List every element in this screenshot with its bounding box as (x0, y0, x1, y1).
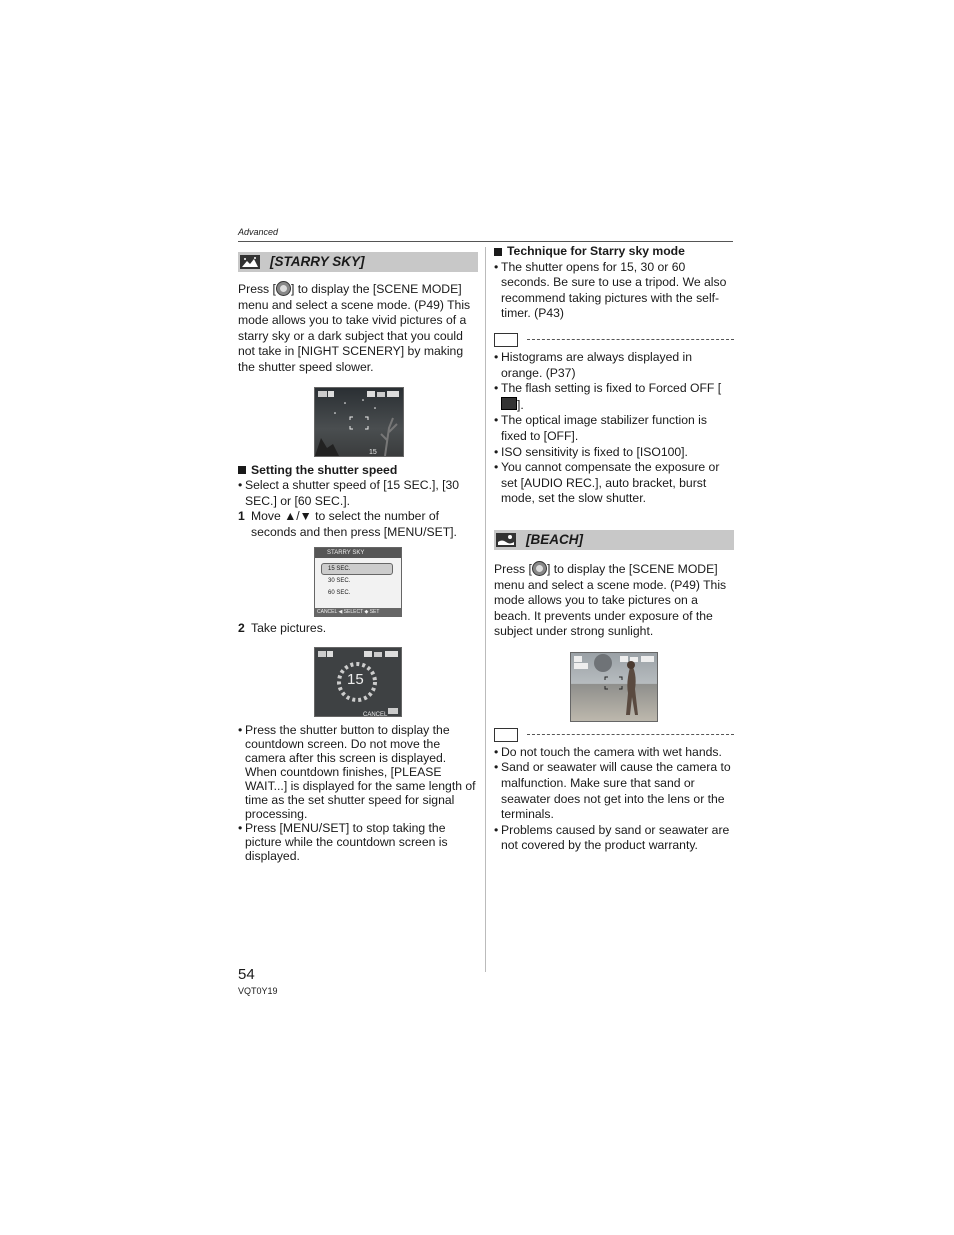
step-1 (238, 509, 478, 540)
list-item: • ISO sensitivity is fixed to [ISO100]. (494, 445, 734, 461)
intro-text-before: Press [ (238, 282, 276, 296)
note-separator (494, 728, 734, 742)
heading-square-icon (238, 466, 246, 474)
menu-screen-title: STARRY SKY (315, 548, 401, 558)
starry-sky-title-bar (238, 252, 478, 272)
starry-sky-preview-art (315, 388, 403, 456)
note-icon (494, 333, 518, 347)
starry-sky-title: [STARRY SKY] (270, 254, 365, 270)
technique-heading-text: Technique for Starry sky mode (507, 244, 685, 258)
step-2-number: 2 (238, 620, 245, 635)
preview-counter: 15 (369, 448, 377, 456)
starry-sky-preview-screen (314, 387, 404, 457)
countdown-notes-list (238, 723, 478, 863)
note-icon (494, 728, 518, 742)
menu-set-button-icon (276, 281, 291, 296)
list-item: • Histograms are always displayed in orange. (P37) (494, 350, 734, 381)
beach-preview-screen (570, 652, 658, 722)
menu-screen-footer: CANCEL ◀ SELECT ◆ SET (315, 608, 402, 616)
list-item: • The shutter opens for 15, 30 or 60 seconds. Be sure to use a tripod. We also recommend taking pictures with the self-timer. (P43) (494, 260, 734, 322)
step-2 (238, 621, 478, 637)
section-label: Advanced (238, 227, 279, 237)
countdown-screen (314, 647, 402, 717)
right-column (494, 244, 734, 854)
heading-square-icon (494, 248, 502, 256)
list-item: • Press [MENU/SET] to stop taking the picture while the countdown screen is displayed. (238, 821, 478, 863)
list-item: • The optical image stabilizer function is fixed to [OFF]. (494, 413, 734, 444)
list-item: • Do not touch the camera with wet hands. (494, 745, 734, 761)
menu-option[interactable]: 60 SEC. (328, 589, 351, 596)
list-item: • Press the shutter button to display the countdown screen. Do not move the camera after this screen is displayed. When countdown finishes, [PLEASE WAIT...] is displayed for the same length of time as the set shutter speed for signal processing. (238, 723, 478, 821)
dashed-divider (527, 339, 734, 340)
beach-intro (494, 561, 734, 640)
menu-set-button-icon (532, 561, 547, 576)
countdown-cancel-label: CANCEL (363, 712, 388, 718)
list-item: • Problems caused by sand or seawater are not covered by the product warranty. (494, 823, 734, 854)
technique-list (494, 260, 734, 322)
page-number: 54 (238, 966, 255, 983)
countdown-number: 15 (347, 671, 364, 689)
intro-text-after: ] to display the [SCENE MODE] menu and select a scene mode. (P49) This mode allows you to take vivid pictures of a starry sky or a dark subject that you could not take in [NIGHT SCENERY] by making the shutter speed slower. (238, 282, 471, 374)
shutter-speed-heading-text: Setting the shutter speed (251, 462, 398, 477)
flash-note-text-before: The flash setting is fixed to Forced OFF [ (501, 381, 722, 396)
shutter-menu-screen (314, 547, 402, 617)
flash-off-icon (501, 397, 517, 410)
left-column (238, 252, 478, 863)
list-item: • You cannot compensate the exposure or set [AUDIO REC.], auto bracket, burst mode, set the slow shutter. (494, 460, 734, 507)
technique-heading (494, 244, 734, 260)
beach-mode-icon (496, 533, 516, 547)
shutter-speed-heading (238, 463, 478, 479)
dashed-divider (527, 734, 734, 735)
starry-sky-intro (238, 281, 478, 376)
beach-title-bar (494, 530, 734, 550)
step-2-text: Take pictures. (251, 620, 327, 635)
starry-sky-mode-icon (240, 255, 260, 269)
step-1-number: 1 (238, 509, 245, 524)
beach-intro-text-before: Press [ (494, 561, 532, 576)
shutter-speed-list (238, 478, 478, 509)
beach-preview-art (571, 653, 657, 721)
document-code: VQT0Y19 (238, 986, 278, 996)
beach-notes-list (494, 745, 734, 854)
step-1-text: Move ▲/▼ to select the number of seconds and then press [MENU/SET]. (251, 509, 457, 539)
menu-option-selected[interactable]: 15 SEC. (321, 563, 393, 575)
beach-title: [BEACH] (526, 532, 583, 548)
beach-intro-text-after: ] to display the [SCENE MODE] menu and select a scene mode. (P49) This mode allows you to take pictures on a beach. It prevents under exposure of the subject under strong sunlight. (494, 561, 727, 639)
flash-note-text-after: ]. (517, 397, 524, 412)
note-separator (494, 333, 734, 347)
list-item (494, 381, 734, 413)
menu-option[interactable]: 30 SEC. (328, 577, 351, 584)
starry-notes-list (494, 350, 734, 507)
list-item: • Select a shutter speed of [15 SEC.], [30 SEC.] or [60 SEC.]. (238, 478, 478, 509)
list-item: • Sand or seawater will cause the camera to malfunction. Make sure that sand or seawater does not get into the lens or the terminals. (494, 760, 734, 822)
column-divider (485, 247, 486, 972)
header-rule (238, 241, 733, 242)
